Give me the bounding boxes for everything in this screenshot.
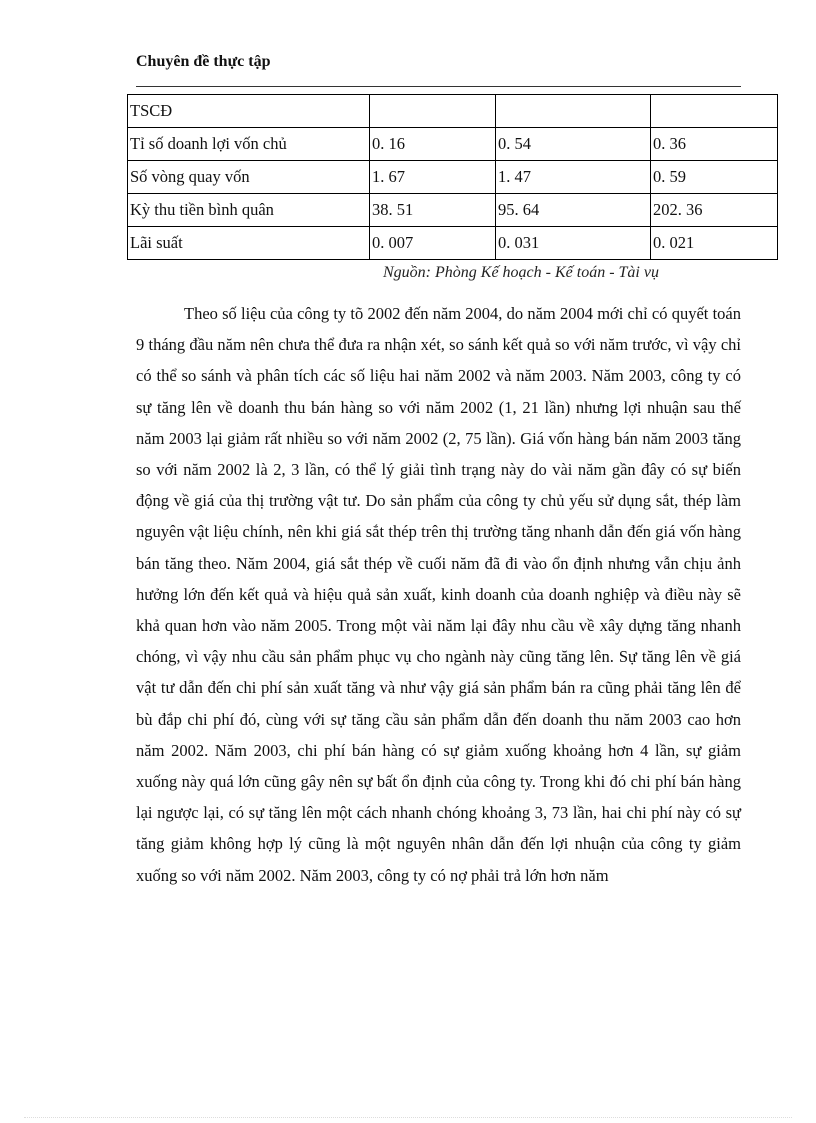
table-cell: 95. 64 xyxy=(496,194,651,227)
header-divider xyxy=(136,86,741,87)
table-cell: 0. 031 xyxy=(496,227,651,260)
table-cell: 0. 59 xyxy=(651,161,778,194)
table-cell: 38. 51 xyxy=(370,194,496,227)
table-cell xyxy=(496,95,651,128)
table-cell: 202. 36 xyxy=(651,194,778,227)
table-row xyxy=(128,95,778,128)
table-cell: Tỉ số doanh lợi vốn chủ xyxy=(128,128,370,161)
table-cell: 0. 16 xyxy=(370,128,496,161)
body-text xyxy=(136,298,741,891)
financial-ratio-table xyxy=(127,94,778,260)
table-cell: Số vòng quay vốn xyxy=(128,161,370,194)
table-cell: TSCĐ xyxy=(128,95,370,128)
page-header-title: Chuyên đề thực tập xyxy=(136,53,271,70)
page-bottom-divider xyxy=(24,1117,792,1118)
table-row xyxy=(128,161,778,194)
table-cell: 1. 47 xyxy=(496,161,651,194)
table-cell: Lãi suất xyxy=(128,227,370,260)
table-cell: 1. 67 xyxy=(370,161,496,194)
table-cell: 0. 021 xyxy=(651,227,778,260)
table-source-note: Nguồn: Phòng Kế hoạch - Kế toán - Tài vụ xyxy=(383,264,659,281)
body-paragraph: Theo số liệu của công ty tõ 2002 đến năm 2004, do năm 2004 mới chỉ có quyết toán 9 tháng đầu năm nên chưa thể đưa ra nhận xét, so sánh kết quả so với năm trước, vì vậy chỉ có thể so sánh và phân tích các số liệu hai năm 2002 và năm 2003. Năm 2003, công ty có sự tăng lên về doanh thu bán hàng so với năm 2002 (1, 21 lần) nhưng lợi nhuận sau thế năm 2003 lại giảm rất nhiều so với năm 2002 (2, 75 lần). Giá vốn hàng bán năm 2003 tăng so với năm 2002 là 2, 3 lần, có thể lý giải tình trạng này do vài năm gần đây có sự biến động về giá của thị trường vật tư. Do sản phẩm của công ty chủ yếu sử dụng sắt, thép làm nguyên vật liệu chính, nên khi giá sắt thép trên thị trường tăng nhanh dẫn đến giá vốn hàng bán tăng theo. Năm 2004, giá sắt thép về cuối năm đã đi vào ổn định nhưng vẫn chịu ảnh hưởng lớn đến kết quả và hiệu quả sản xuất, kinh doanh của doanh nghiệp và điều này sẽ khả quan hơn vào năm 2005. Trong một vài năm lại đây nhu cầu về xây dựng tăng nhanh chóng, vì vậy nhu cầu sản phẩm phục vụ cho ngành này cũng tăng lên. Sự tăng lên về giá vật tư dẫn đến chi phí sản xuất tăng và như vậy giá sản phẩm bán ra cũng phải tăng lên để bù đắp chi phí đó, cùng với sự tăng cầu sản phẩm dẫn đến doanh thu năm 2003 cao hơn năm 2002. Năm 2003, chi phí bán hàng có sự giảm xuống khoảng hơn 4 lần, sự giảm xuống này quá lớn cũng gây nên sự bất ổn định của công ty. Trong khi đó chi phí bán hàng lại ngược lại, có sự tăng lên một cách nhanh chóng khoảng 3, 73 lần, hai chi phí này có sự tăng giảm không hợp lý cũng là một nguyên nhân dẫn đến lợi nhuận của công ty giảm xuống so với năm 2002. Năm 2003, công ty có nợ phải trả lớn hơn năm xyxy=(136,304,741,885)
table-row xyxy=(128,227,778,260)
table-cell: 0. 007 xyxy=(370,227,496,260)
table-cell xyxy=(651,95,778,128)
table-row xyxy=(128,128,778,161)
table-cell xyxy=(370,95,496,128)
table-cell: 0. 54 xyxy=(496,128,651,161)
table-row xyxy=(128,194,778,227)
table-cell: Kỳ thu tiền bình quân xyxy=(128,194,370,227)
table-cell: 0. 36 xyxy=(651,128,778,161)
